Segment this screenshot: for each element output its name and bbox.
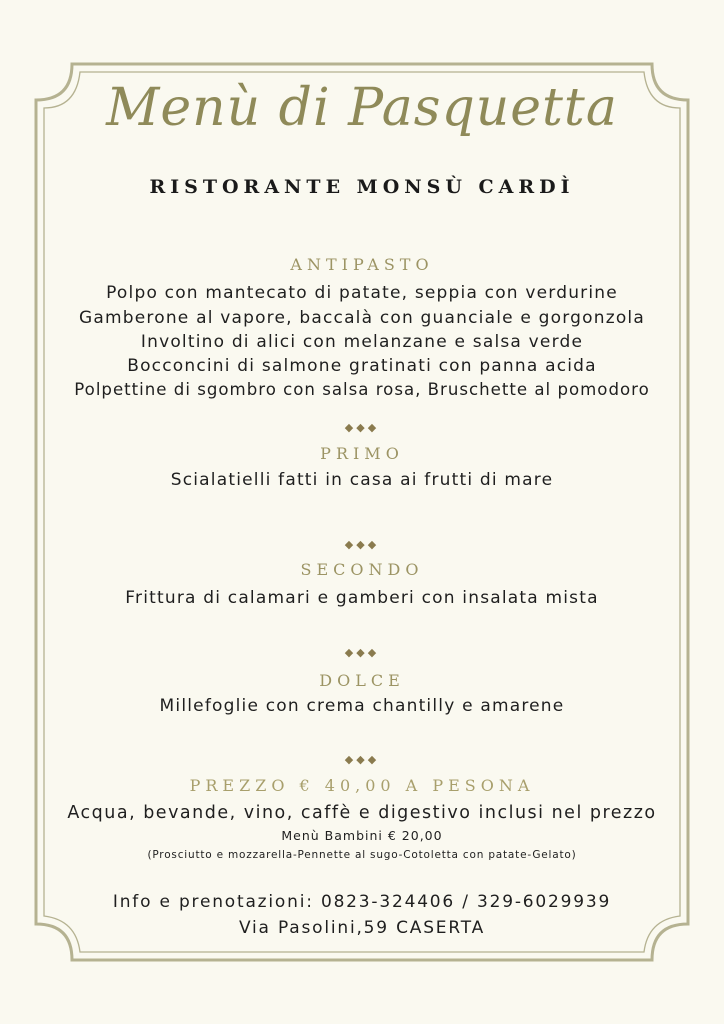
- prezzo-included: Acqua, bevande, vino, caffè e digestivo inclusi nel prezzo: [67, 803, 657, 823]
- antipasto-item: Gamberone al vapore, baccalà con guanciale e gorgonzola: [79, 308, 645, 328]
- diamond-ornament-icon: ◆◆◆: [344, 538, 380, 551]
- restaurant-name: RISTORANTE MONSÙ CARDÌ: [149, 176, 575, 198]
- menu-title: Menù di Pasquetta: [106, 78, 618, 138]
- primo-item: Scialatielli fatti in casa ai frutti di mare: [170, 470, 554, 490]
- dolce-heading: DOLCE: [319, 671, 405, 690]
- antipasto-item: Bocconcini di salmone gratinati con panna acida: [127, 356, 597, 376]
- antipasto-item: Polpo con mantecato di patate, seppia con verdurine: [106, 283, 618, 303]
- antipasto-heading: ANTIPASTO: [290, 255, 434, 274]
- contact-info: Info e prenotazioni: 0823-324406 / 329-6029939: [112, 892, 612, 912]
- secondo-item: Frittura di calamari e gamberi con insalata mista: [125, 588, 599, 608]
- primo-heading: PRIMO: [320, 444, 404, 463]
- kids-menu-price: Menù Bambini € 20,00: [281, 828, 443, 843]
- address: Via Pasolini,59 CASERTA: [238, 918, 486, 938]
- antipasto-item: Polpettine di sgombro con salsa rosa, Bruschette al pomodoro: [74, 380, 650, 399]
- antipasto-item: Involtino di alici con melanzane e salsa verde: [140, 332, 584, 352]
- diamond-ornament-icon: ◆◆◆: [344, 646, 380, 659]
- diamond-ornament-icon: ◆◆◆: [344, 421, 380, 434]
- dolce-item: Millefoglie con crema chantilly e amarene: [159, 696, 565, 716]
- prezzo-heading: PREZZO € 40,00 A PESONA: [189, 776, 535, 795]
- diamond-ornament-icon: ◆◆◆: [344, 753, 380, 766]
- secondo-heading: SECONDO: [300, 560, 424, 579]
- kids-menu-detail: (Prosciutto e mozzarella-Pennette al sugo-Cotoletta con patate-Gelato): [147, 849, 577, 861]
